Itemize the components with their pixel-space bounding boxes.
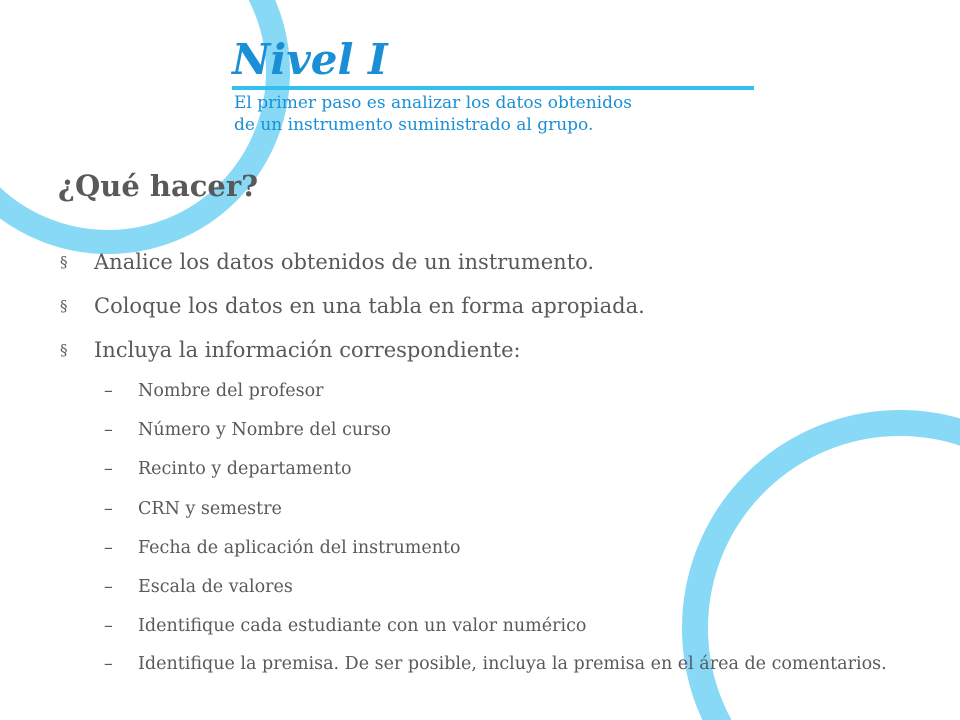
sub-list-item-text: Identifique la premisa. De ser posible, incluya la premisa en el área de comentarios. — [138, 654, 887, 675]
subtitle-line: El primer paso es analizar los datos obtenidos — [234, 93, 632, 113]
sub-list-item — [104, 450, 894, 489]
sub-list-item — [104, 372, 894, 411]
slide-subtitle — [234, 92, 734, 136]
sub-list-item — [104, 568, 894, 607]
slide-title: Nivel I — [232, 35, 388, 84]
dash-bullet-icon: – — [104, 420, 113, 441]
square-bullet-icon: § — [60, 297, 68, 315]
list-item-text: Coloque los datos en una tabla en forma apropiada. — [94, 294, 645, 318]
sub-list-item — [104, 490, 894, 529]
list-item — [60, 284, 890, 328]
sub-list-item-text: Número y Nombre del curso — [138, 420, 392, 441]
sub-bullet-list — [104, 372, 894, 679]
sub-list-item — [104, 646, 894, 679]
dash-bullet-icon: – — [104, 537, 113, 558]
sub-list-item-text: Escala de valores — [138, 577, 293, 598]
dash-bullet-icon: – — [104, 459, 113, 480]
sub-list-item-text: Fecha de aplicación del instrumento — [138, 537, 461, 558]
sub-list-item — [104, 607, 894, 646]
square-bullet-icon: § — [60, 253, 68, 271]
dash-bullet-icon: – — [104, 381, 113, 401]
section-heading: ¿Qué hacer? — [58, 169, 259, 203]
dash-bullet-icon: – — [104, 577, 113, 598]
sub-list-item-text: Nombre del profesor — [138, 381, 324, 401]
list-item-text: Incluya la información correspondiente: — [94, 338, 521, 362]
subtitle-line: de un instrumento suministrado al grupo. — [234, 115, 594, 135]
title-underline — [232, 86, 754, 90]
dash-bullet-icon: – — [104, 654, 113, 675]
sub-list-item-text: Identifique cada estudiante con un valor numérico — [138, 616, 587, 637]
sub-list-item — [104, 529, 894, 568]
dash-bullet-icon: – — [104, 498, 113, 519]
sub-list-item-text: CRN y semestre — [138, 498, 282, 519]
square-bullet-icon: § — [60, 341, 68, 359]
main-bullet-list — [60, 240, 890, 372]
sub-list-item — [104, 411, 894, 450]
list-item-text: Analice los datos obtenidos de un instrumento. — [94, 250, 595, 274]
list-item — [60, 240, 890, 284]
list-item — [60, 328, 890, 372]
dash-bullet-icon: – — [104, 616, 113, 637]
sub-list-item-text: Recinto y departamento — [138, 459, 352, 480]
